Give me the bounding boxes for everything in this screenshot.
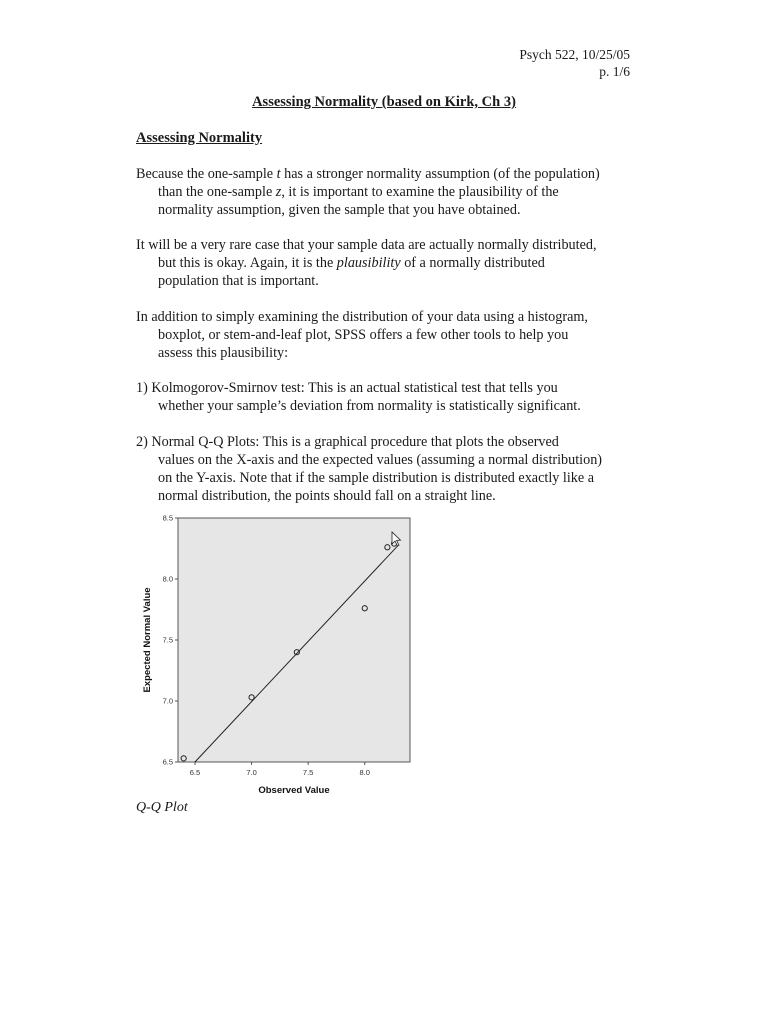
paragraph-rare-case (136, 236, 636, 290)
paragraph-line: normal distribution, the points should fall on a straight line. (158, 488, 496, 504)
list-item-qq-plots (136, 433, 636, 505)
header-course-date: Psych 522, 10/25/05 (519, 47, 630, 62)
paragraph-line: It will be a very rare case that your sample data are actually normally distributed, (136, 237, 597, 253)
paragraph-line: 1) Kolmogorov-Smirnov test: This is an actual statistical test that tells you (136, 380, 558, 396)
paragraph-line: population that is important. (158, 273, 319, 289)
x-axis-label: Observed Value (258, 785, 330, 796)
emphasis-plausibility: plausibility (336, 255, 401, 271)
paragraph-line: on the Y-axis. Note that if the sample distribution is distributed exactly like a (158, 470, 595, 486)
paragraph-line (136, 254, 636, 272)
document-title: Assessing Normality (based on Kirk, Ch 3) (252, 94, 516, 110)
paragraph-one-sample-t (136, 165, 636, 219)
qq-plot-chart (136, 510, 426, 805)
header-page-number: p. 1/6 (599, 64, 630, 79)
paragraph-line: In addition to simply examining the distribution of your data using a histogram, (136, 309, 588, 325)
text-run: but this is okay. Again, it is the (158, 255, 337, 271)
paragraph-line: assess this plausibility: (158, 345, 289, 361)
y-tick-label: 6.5 (162, 757, 173, 767)
text-run: , it is important to examine the plausibility of the (281, 184, 559, 200)
list-item-ks-test (136, 379, 636, 415)
text-run: than the one-sample (158, 184, 276, 200)
qq-plot-svg (136, 510, 426, 800)
text-run: Because the one-sample (136, 166, 277, 182)
x-tick-label: 7.0 (246, 768, 257, 777)
paragraph-line: 2) Normal Q-Q Plots: This is a graphical procedure that plots the observed (136, 434, 559, 450)
x-tick-label: 8.0 (359, 768, 370, 777)
plot-area (178, 518, 410, 762)
x-tick-label: 6.5 (189, 768, 201, 777)
y-axis-ticks (163, 514, 178, 767)
paragraph-spss-tools (136, 308, 636, 362)
x-axis-ticks (190, 762, 370, 777)
y-axis-label: Expected Normal Value (142, 587, 153, 693)
x-tick-label: 7.5 (302, 768, 314, 777)
section-heading: Assessing Normality (136, 130, 263, 146)
chart-caption: Q-Q Plot (136, 800, 188, 815)
variable-z: z (275, 184, 282, 200)
text-run: of a normally distributed (400, 255, 545, 271)
paragraph-line: whether your sample’s deviation from normality is statistically significant. (158, 398, 581, 414)
paragraph-line: values on the X-axis and the expected values (assuming a normal distribution) (158, 452, 603, 468)
y-tick-label: 8.5 (162, 513, 173, 523)
paragraph-line: normality assumption, given the sample that you have obtained. (158, 202, 521, 218)
y-tick-label: 7.0 (162, 696, 173, 706)
paragraph-line: boxplot, or stem-and-leaf plot, SPSS offers a few other tools to help you (158, 327, 569, 343)
variable-t: t (276, 166, 281, 182)
y-tick-label: 8.0 (162, 574, 173, 584)
text-run: has a stronger normality assumption (of the population) (280, 166, 600, 182)
paragraph-line (136, 183, 636, 201)
paragraph-line (136, 165, 636, 183)
y-tick-label: 7.5 (162, 635, 173, 645)
